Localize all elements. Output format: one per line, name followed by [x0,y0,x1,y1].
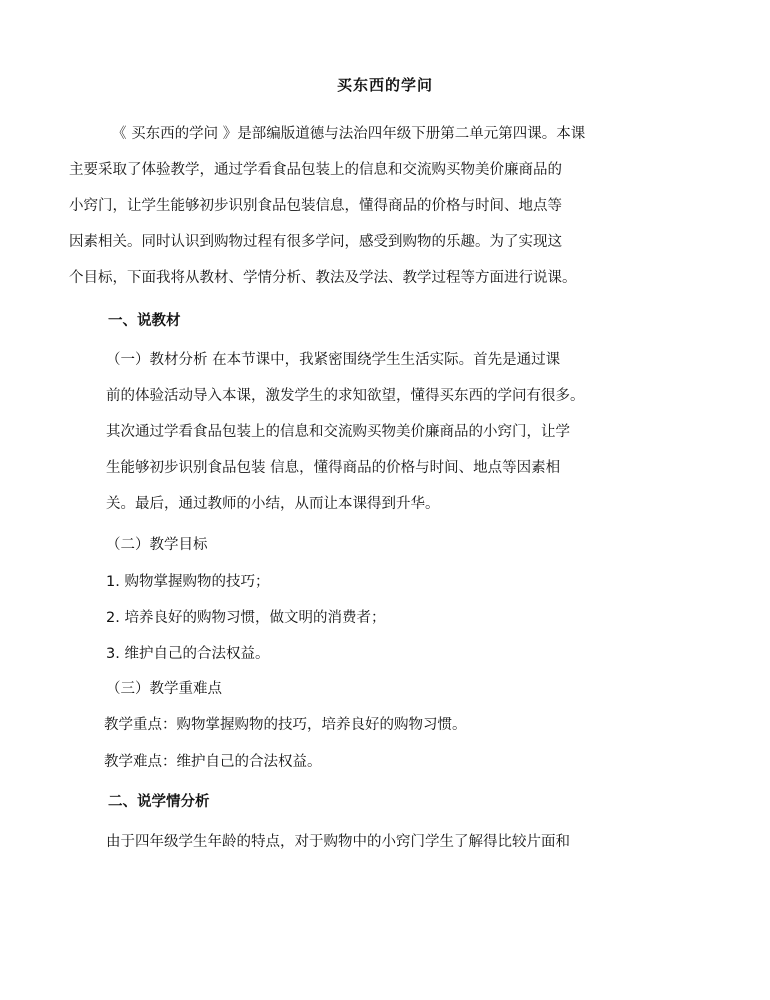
analysis-line-1: （一）教材分析 在本节课中，我紧密围绕学生生活实际。首先是通过课 [106,352,561,368]
goal-item-1: 1. 购物掌握购物的技巧； [106,574,270,590]
intro-line-5: 个目标，下面我将从教材、学情分析、教法及学法、教学过程等方面进行说课。 [69,270,577,286]
goals-heading: （二）教学目标 [106,537,208,553]
goal-item-3: 3. 维护自己的合法权益。 [106,646,270,662]
intro-line-4: 因素相关。同时认识到购物过程有很多学问，感受到购物的乐趣。为了实现这 [69,234,562,250]
goal-item-2: 2. 培养良好的购物习惯，做文明的消费者； [106,610,386,626]
intro-line-3: 小窍门，让学生能够初步识别食品包装信息，懂得商品的价格与时间、地点等 [69,198,562,214]
section2-heading: 二、说学情分析 [108,794,210,810]
section1-heading: 一、说教材 [108,313,181,329]
document-title: 买东西的学问 [336,76,433,94]
keypoints-heading: （三）教学重难点 [106,681,222,697]
analysis-line-4: 生能够初步识别食品包装 信息，懂得商品的价格与时间、地点等因素相 [106,460,561,476]
analysis-line-5: 关。最后，通过教师的小结，从而让本课得到升华。 [106,496,440,512]
section2-line-1: 由于四年级学生年龄的特点，对于购物中的小窍门学生了解得比较片面和 [106,834,570,850]
difficult-point: 教学难点：维护自己的合法权益。 [104,754,322,770]
analysis-line-2: 前的体验活动导入本课，激发学生的求知欲望，懂得买东西的学问有很多。 [106,388,585,404]
key-point: 教学重点：购物掌握购物的技巧，培养良好的购物习惯。 [104,717,467,733]
analysis-line-3: 其次通过学看食品包装上的信息和交流购买物美价廉商品的小窍门，让学 [106,424,570,440]
intro-line-2: 主要采取了体验教学，通过学看食品包装上的信息和交流购买物美价廉商品的 [69,162,562,178]
intro-line-1: 《 买东西的学问 》是部编版道德与法治四年级下册第二单元第四课。本课 [112,126,586,142]
